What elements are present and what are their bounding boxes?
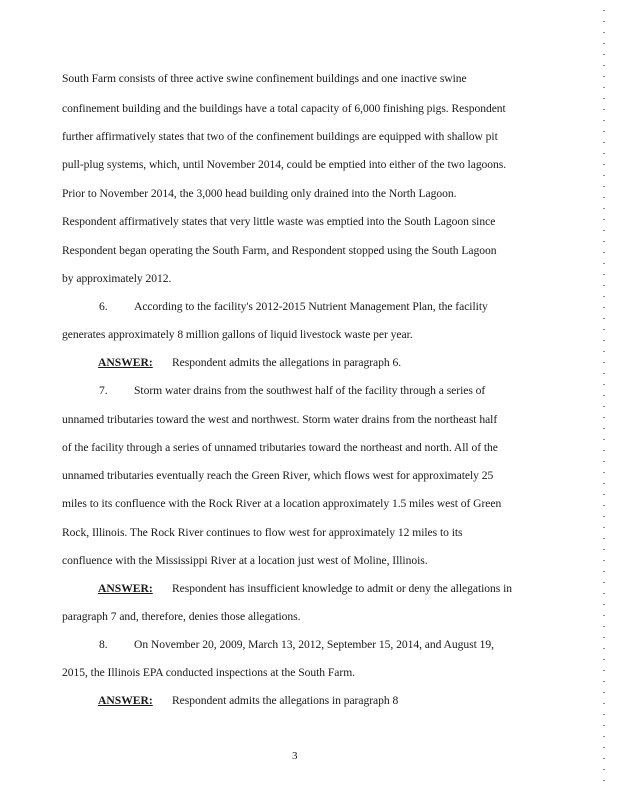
- text-line: further affirmatively states that two of the confinement buildings are equipped with shallow pit: [62, 130, 498, 143]
- answer-label: ANSWER:: [98, 582, 153, 595]
- paragraph-number: 7.: [99, 384, 108, 397]
- text-line: On November 20, 2009, March 13, 2012, September 15, 2014, and August 19,: [134, 638, 494, 651]
- text-line: confinement building and the buildings have a total capacity of 6,000 finishing pigs. Respondent: [62, 102, 506, 115]
- paragraph-number: 8.: [99, 638, 108, 651]
- text-line: unnamed tributaries toward the west and northwest. Storm water drains from the northeast half: [62, 413, 498, 426]
- answer-text: Respondent admits the allegations in paragraph 6.: [172, 356, 402, 369]
- text-line: Prior to November 2014, the 3,000 head building only drained into the North Lagoon.: [62, 187, 457, 200]
- text-line: by approximately 2012.: [62, 272, 172, 285]
- answer-text: Respondent admits the allegations in paragraph 8: [172, 694, 399, 707]
- text-line: Respondent began operating the South Farm, and Respondent stopped using the South Lagoon: [62, 244, 497, 257]
- scan-edge-marks: [603, 10, 605, 790]
- text-line: Rock, Illinois. The Rock River continues to flow west for approximately 12 miles to its: [62, 526, 463, 539]
- text-line: of the facility through a series of unnamed tributaries toward the northeast and north. All of the: [62, 441, 498, 454]
- answer-label: ANSWER:: [98, 356, 153, 369]
- text-line: 2015, the Illinois EPA conducted inspections at the South Farm.: [62, 666, 356, 679]
- text-line: pull-plug systems, which, until November 2014, could be emptied into either of the two lagoons.: [62, 158, 507, 171]
- text-line: miles to its confluence with the Rock River at a location approximately 1.5 miles west of Green: [62, 497, 502, 510]
- answer-text: paragraph 7 and, therefore, denies those allegations.: [62, 610, 301, 623]
- text-line: confluence with the Mississippi River at a location just west of Moline, Illinois.: [62, 554, 428, 567]
- text-line: Respondent affirmatively states that very little waste was emptied into the South Lagoon since: [62, 215, 496, 228]
- text-line: generates approximately 8 million gallons of liquid livestock waste per year.: [62, 328, 413, 341]
- page-number: 3: [292, 750, 298, 762]
- text-line: South Farm consists of three active swine confinement buildings and one inactive swine: [62, 72, 467, 85]
- text-line: Storm water drains from the southwest half of the facility through a series of: [134, 384, 486, 397]
- answer-text: Respondent has insufficient knowledge to admit or deny the allegations in: [172, 582, 513, 595]
- answer-label: ANSWER:: [98, 694, 153, 707]
- text-line: According to the facility's 2012-2015 Nutrient Management Plan, the facility: [134, 300, 488, 313]
- text-line: unnamed tributaries eventually reach the Green River, which flows west for approximately 25: [62, 469, 494, 482]
- paragraph-number: 6.: [99, 300, 108, 313]
